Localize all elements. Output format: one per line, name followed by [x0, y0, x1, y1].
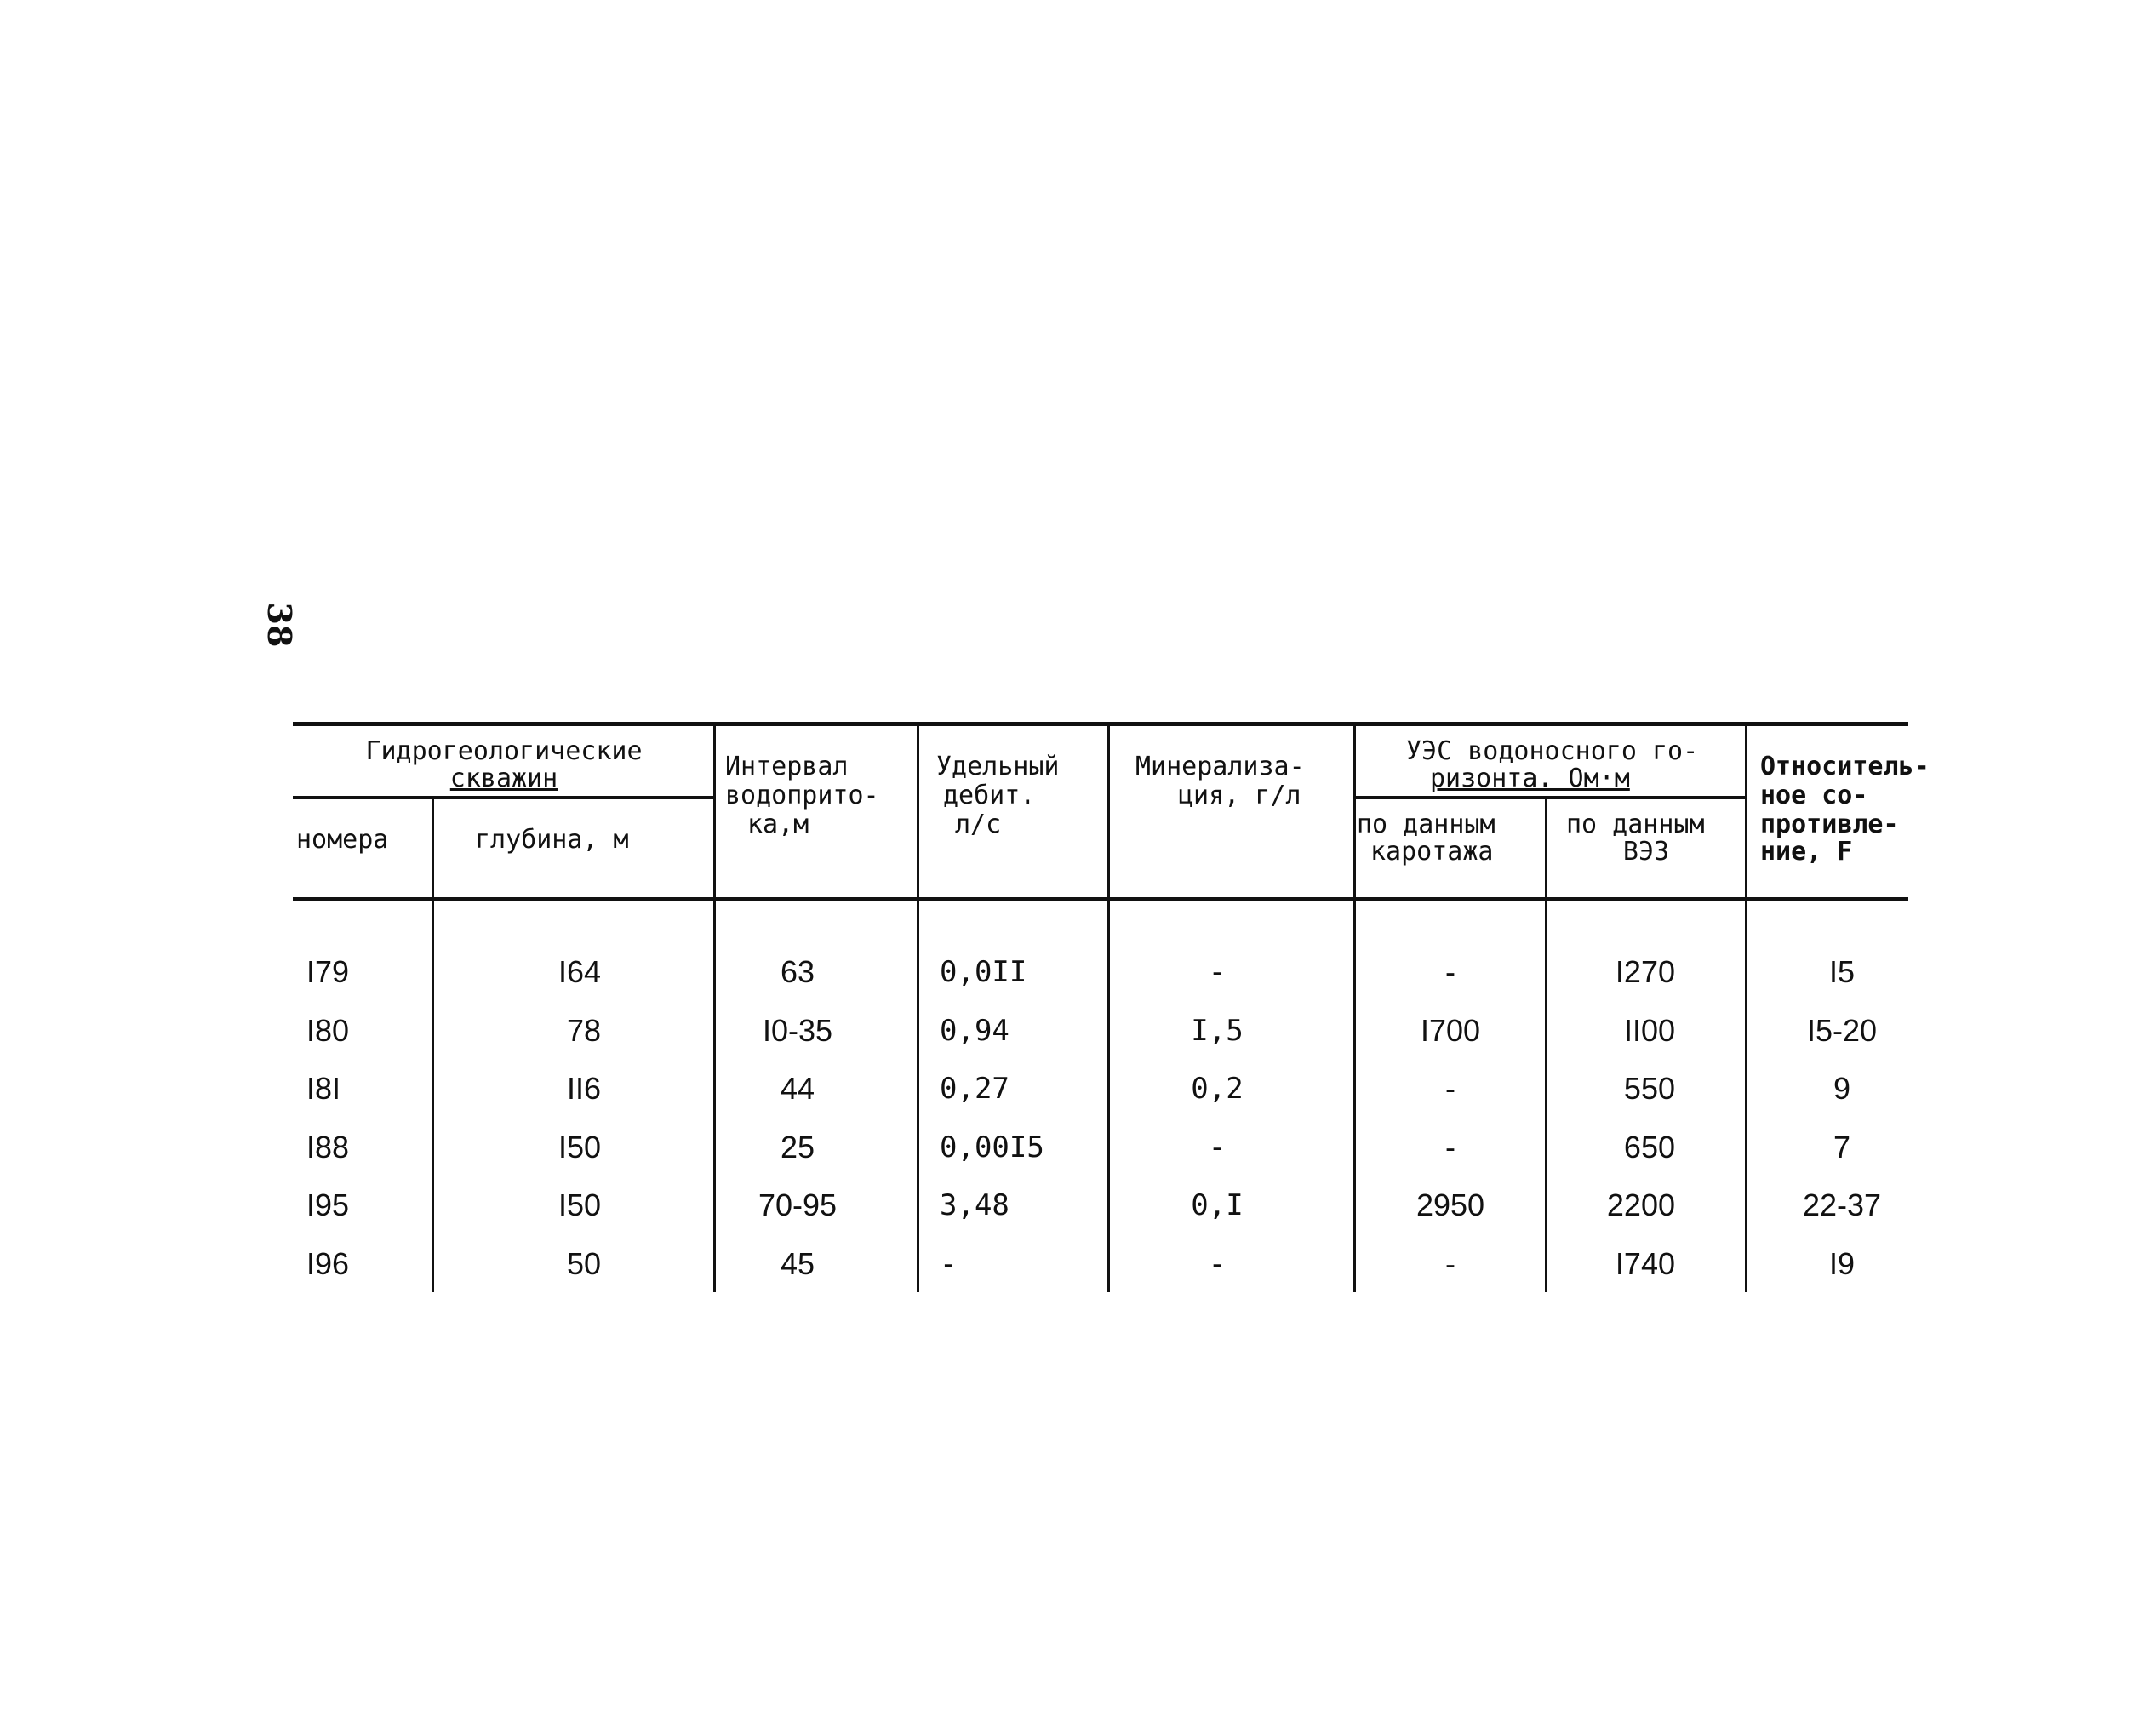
- cell-depth: I50: [558, 1187, 601, 1222]
- col-divider: [1353, 724, 1356, 1292]
- header-relative-line4: ние, F: [1760, 837, 1853, 867]
- header-mineral-line1: Минерализа-: [1135, 752, 1305, 781]
- cell-relative: 9: [1833, 1071, 1851, 1106]
- cell-depth: 50: [566, 1246, 601, 1281]
- header-wells-group-line1: Гидрогеологические: [365, 736, 643, 766]
- cell-vez: I270: [1615, 954, 1675, 989]
- cell-depth: I64: [558, 954, 601, 989]
- cell-debit: 0,00I5: [940, 1130, 1044, 1164]
- header-bottom-rule: [293, 897, 1908, 901]
- cell-mineral: 0,2: [1191, 1072, 1244, 1106]
- header-ues-group-line2: ризонта. Ом·м: [1430, 764, 1630, 793]
- header-interval-line3: ка,м: [747, 810, 809, 839]
- table-top-rule: [293, 722, 1908, 726]
- cell-karotazh: I700: [1420, 1013, 1481, 1048]
- ues-group-rule: [1355, 796, 1745, 799]
- cell-debit: 0,94: [940, 1014, 1009, 1048]
- col-divider: [917, 724, 919, 1292]
- cell-debit: 0,27: [940, 1072, 1009, 1106]
- cell-debit: -: [940, 1247, 958, 1281]
- cell-relative: I9: [1828, 1246, 1856, 1281]
- header-vez-line2: ВЭЗ: [1622, 837, 1670, 867]
- header-relative-line1: Относитель-: [1760, 752, 1930, 781]
- cell-interval: I0-35: [762, 1013, 833, 1048]
- cell-number: I8I: [306, 1071, 341, 1106]
- cell-vez: 550: [1623, 1071, 1675, 1106]
- header-wells-group-line2: скважин: [449, 764, 558, 793]
- header-ues-group-line1: УЭС водоносного го-: [1406, 736, 1699, 766]
- header-mineral-line2: ция, г/л: [1178, 781, 1301, 810]
- cell-number: I96: [306, 1246, 350, 1281]
- cell-number: I88: [306, 1130, 350, 1164]
- cell-karotazh: -: [1445, 954, 1455, 989]
- col-divider: [713, 724, 716, 1292]
- header-interval-line1: Интервал: [725, 752, 849, 781]
- cell-vez: 2200: [1606, 1187, 1675, 1222]
- page-number: 38: [260, 602, 299, 648]
- cell-karotazh: -: [1445, 1130, 1455, 1164]
- col-divider: [1107, 724, 1110, 1292]
- header-debit-line2: дебит.: [943, 781, 1036, 810]
- cell-mineral: -: [1208, 1130, 1227, 1164]
- cell-number: I79: [306, 954, 350, 989]
- header-interval-line2: водоприто-: [725, 781, 879, 810]
- cell-mineral: I,5: [1191, 1014, 1244, 1048]
- header-karotazh-line2: каротажа: [1370, 837, 1494, 867]
- col-divider: [1745, 724, 1747, 1292]
- col-divider: [432, 798, 434, 1292]
- header-number: номера: [296, 825, 389, 855]
- cell-interval: 44: [780, 1071, 815, 1106]
- header-debit-line3: л/с: [955, 810, 1002, 839]
- cell-interval: 25: [780, 1130, 815, 1164]
- cell-vez: 650: [1623, 1130, 1675, 1164]
- wells-group-rule: [293, 796, 715, 799]
- cell-depth: 78: [566, 1013, 601, 1048]
- cell-depth: II6: [566, 1071, 601, 1106]
- header-karotazh-line1: по данным: [1357, 810, 1495, 839]
- cell-vez: I740: [1615, 1246, 1675, 1281]
- header-relative-line3: противле-: [1760, 810, 1899, 839]
- cell-mineral: 0,I: [1191, 1188, 1244, 1222]
- cell-number: I95: [306, 1187, 350, 1222]
- cell-vez: II00: [1623, 1013, 1675, 1048]
- cell-mineral: -: [1208, 1247, 1227, 1281]
- cell-relative: I5: [1828, 954, 1856, 989]
- cell-mineral: -: [1208, 955, 1227, 989]
- cell-relative: 22-37: [1802, 1187, 1882, 1222]
- cell-karotazh: 2950: [1415, 1187, 1485, 1222]
- cell-debit: 0,0II: [940, 955, 1027, 989]
- header-depth: глубина, м: [475, 825, 629, 855]
- cell-karotazh: -: [1445, 1071, 1455, 1106]
- cell-interval: 70-95: [758, 1187, 838, 1222]
- header-vez-line1: по данным: [1566, 810, 1705, 839]
- cell-depth: I50: [558, 1130, 601, 1164]
- cell-number: I80: [306, 1013, 350, 1048]
- cell-karotazh: -: [1445, 1246, 1455, 1281]
- cell-interval: 45: [780, 1246, 815, 1281]
- cell-interval: 63: [780, 954, 815, 989]
- header-relative-line2: ное со-: [1760, 781, 1868, 810]
- cell-relative: I5-20: [1806, 1013, 1878, 1048]
- cell-relative: 7: [1833, 1130, 1851, 1164]
- header-debit-line1: Удельный: [936, 752, 1060, 781]
- col-divider: [1545, 798, 1547, 1292]
- cell-debit: 3,48: [940, 1188, 1009, 1222]
